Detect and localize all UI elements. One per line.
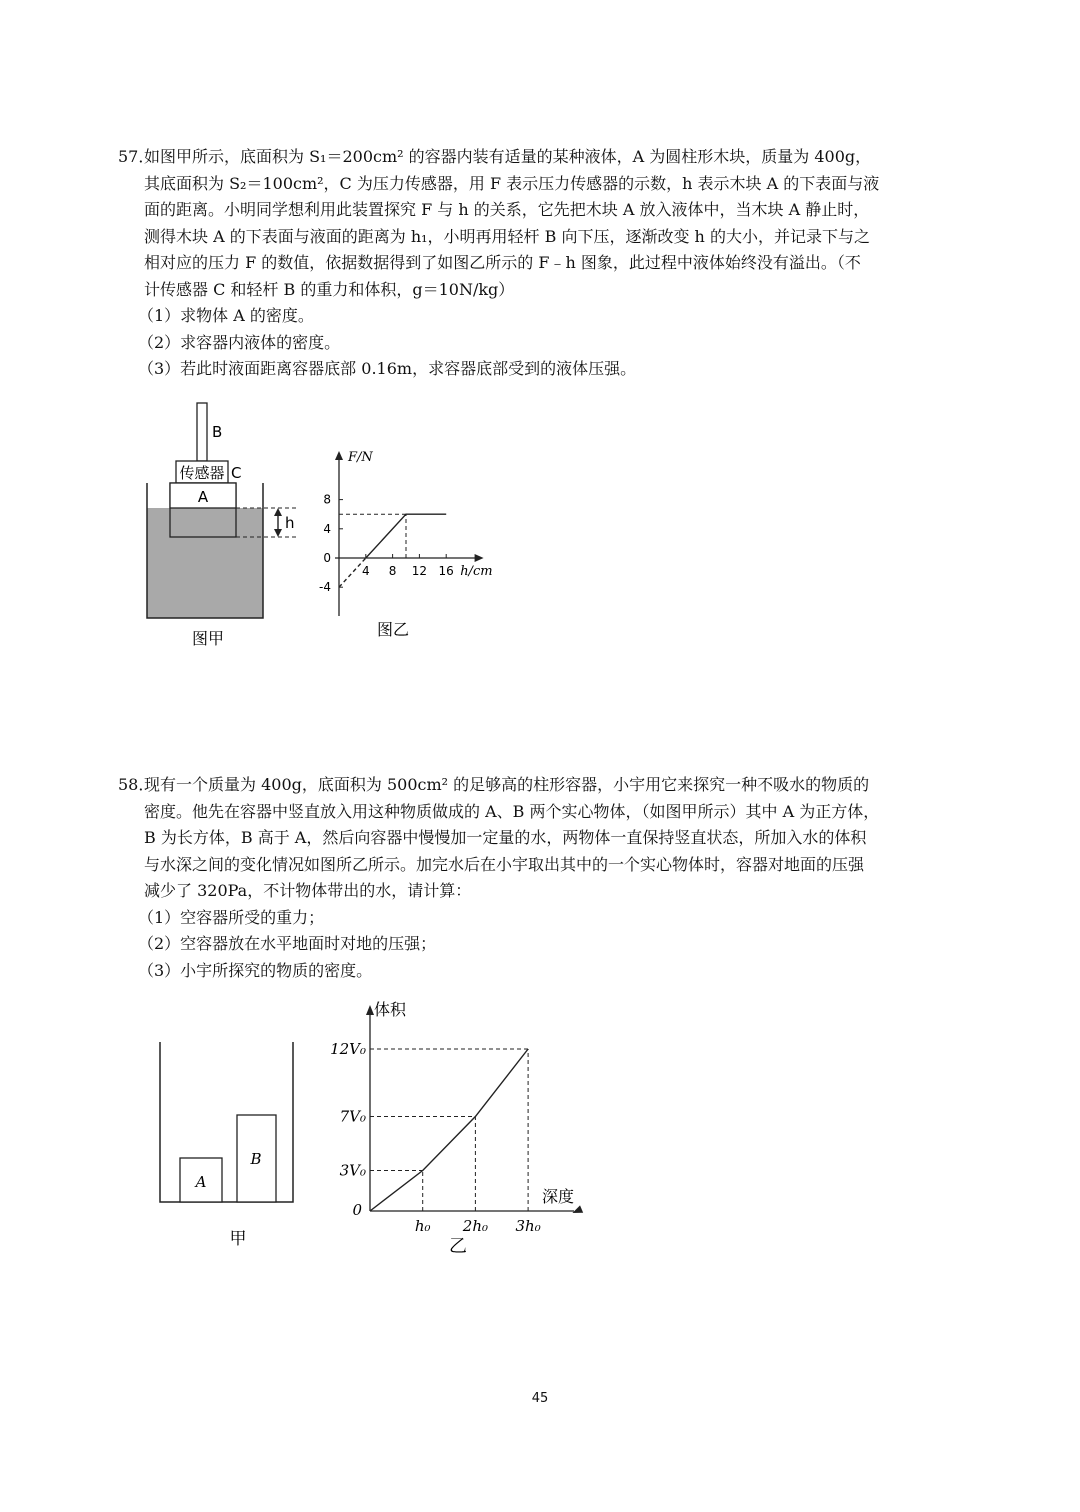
y-tick-label: 12V₀: [330, 1040, 366, 1058]
x-tick-label: 2h₀: [462, 1217, 489, 1235]
q57-line-6: 计传感器 C 和轻杆 B 的重力和体积，g＝10N/kg）: [144, 279, 515, 299]
y-axis-arrow: [335, 451, 343, 460]
question-58: [118, 772, 978, 984]
sensor-label: 传感器: [179, 464, 225, 482]
q57-line-2: 其底面积为 S₂＝100cm²，C 为压力传感器，用 F 表示压力传感器的示数，h 表示木块 A 的下表面与液: [144, 173, 880, 193]
rod-b-label: B: [212, 423, 223, 441]
q58-chart-yi: [320, 995, 590, 1260]
y-tick-label: -4: [319, 580, 331, 595]
block-a-label: A: [195, 1173, 207, 1191]
origin-label: 0: [352, 1201, 362, 1219]
q58-line-5: 减少了 320Pa，不计物体带出的水，请计算：: [144, 881, 472, 900]
y-tick-label: 3V₀: [339, 1161, 366, 1180]
y-tick-label: 8: [323, 492, 331, 507]
x-axis-label: h/cm: [460, 564, 493, 579]
y-axis-label: 体积: [374, 1000, 407, 1019]
q58-line-2: 密度。他先在容器中竖直放入用这种物质做成的 A、B 两个实心物体，（如图甲所示）其中 A 为正方体，: [144, 801, 880, 821]
block-a-label: A: [197, 488, 209, 506]
q57-line-5: 相对应的压力 F 的数值，依据数据得到了如图乙所示的 F﹣h 图象，此过程中液体始终没有溢出。（不: [144, 253, 861, 272]
question-57: [118, 144, 978, 383]
q57-chart-yi: [315, 445, 525, 645]
x-tick-label: 16: [438, 564, 454, 578]
q57-line-4: 测得木块 A 的下表面与液面的距离为 h₁，小明再用轻杆 B 向下压，逐渐改变 h 的大小，并记录下与之: [144, 226, 870, 246]
x-tick-label: 4: [361, 564, 370, 578]
q58-sub-1: （1）空容器所受的重力；: [138, 907, 325, 927]
y-tick-label: 7V₀: [339, 1107, 366, 1126]
q58-number: 58．: [118, 775, 155, 794]
q57-sub-3: （3）若此时液面距离容器底部 0.16m，求容器底部受到的液体压强。: [138, 359, 637, 378]
x-tick-label: h₀: [414, 1217, 431, 1235]
y-tick-label: 0: [323, 551, 331, 565]
y-axis-arrow: [366, 1005, 374, 1015]
q58-fig-yi-caption: 乙: [449, 1236, 467, 1257]
q57-sub-1: （1）求物体 A 的密度。: [138, 306, 314, 325]
q57-fig-yi-caption: 图乙: [376, 620, 410, 639]
q57-sub-2: （2）求容器内液体的密度。: [138, 332, 341, 352]
liquid: [147, 508, 263, 618]
x-tick-label: 12: [411, 564, 428, 578]
q58-fig-jia-caption: 甲: [229, 1229, 247, 1249]
x-tick-label: 3h₀: [515, 1217, 541, 1235]
series-line: [370, 1049, 528, 1211]
q57-fig-jia-caption: 图甲: [191, 629, 225, 648]
q58-line-1: 58．现有一个质量为 400g，底面积为 500cm² 的足够高的柱形容器，小宇用它来探究一种不吸水的物质的: [118, 772, 978, 799]
page-number: 45: [531, 1391, 549, 1406]
q57-number: 57．: [118, 147, 155, 166]
y-axis-label: F/N: [348, 450, 373, 465]
q57-line-1: 57．如图甲所示，底面积为 S₁＝200cm² 的容器内装有适量的某种液体，A 为圆柱形木块，质量为 400g，: [118, 144, 978, 171]
q58-line-4: 与水深之间的变化情况如图所乙所示。加完水后在小宇取出其中的一个实心物体时，容器对地面的压强: [144, 854, 865, 874]
q58-line-3: B 为长方体，B 高于 A，然后向容器中慢慢加一定量的水，两物体一直保持竖直状态，所加入水的体积: [144, 828, 867, 847]
h-label: h: [285, 514, 295, 532]
sensor-c-label: C: [231, 464, 242, 482]
x-axis-label: 深度: [542, 1187, 575, 1206]
q57-figure-jia: [130, 395, 310, 655]
y-tick-label: 4: [323, 521, 331, 536]
q58-sub-3: （3）小宇所探究的物质的密度。: [138, 960, 373, 980]
q57-line-3: 面的距离。小明同学想利用此装置探究 F 与 h 的关系，它先把木块 A 放入液体中，当木块 A 静止时，: [144, 200, 870, 219]
block-b-label: B: [250, 1150, 262, 1168]
x-tick-label: 8: [388, 564, 397, 578]
q58-sub-2: （2）空容器放在水平地面时对地的压强；: [138, 934, 437, 953]
x-axis-arrow: [475, 554, 484, 562]
q58-figure-jia: [150, 1040, 310, 1255]
